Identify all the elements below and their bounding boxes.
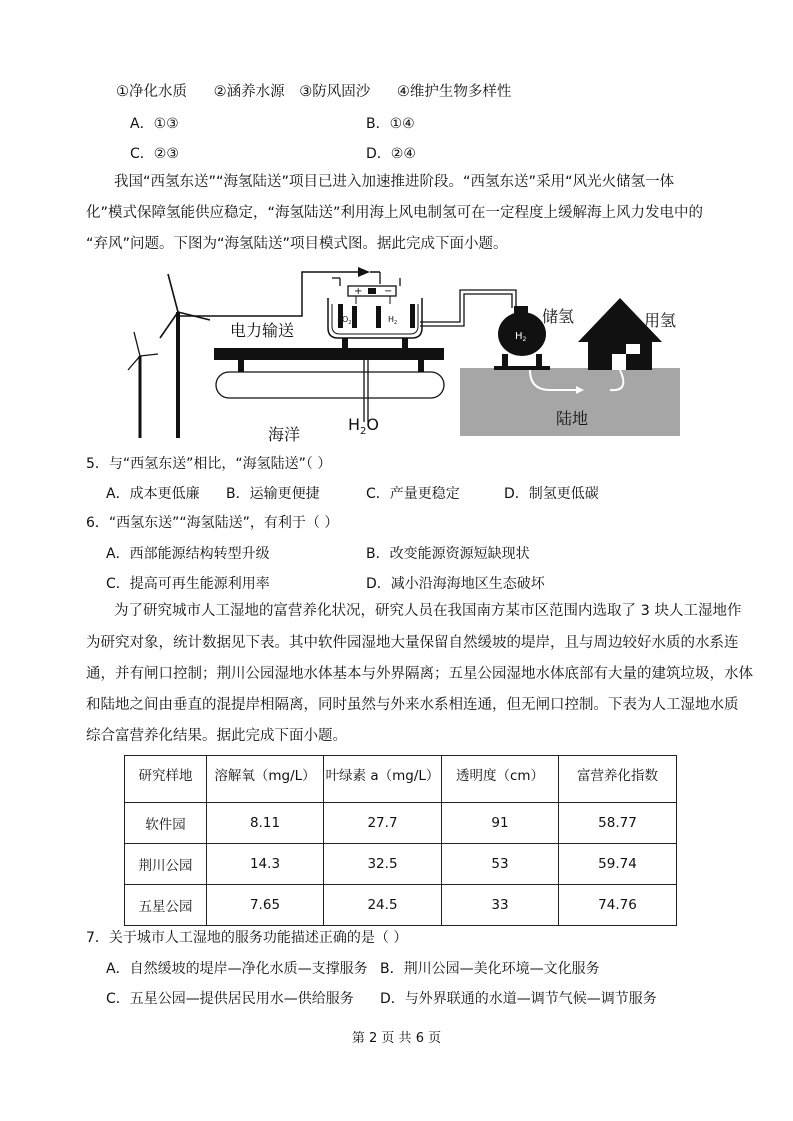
table-cell: 91: [442, 803, 559, 844]
table-header: 研究样地: [125, 756, 207, 803]
q5-option-a: A．成本更低廉: [106, 486, 200, 502]
table-cell: 32.5: [324, 844, 442, 885]
q7-option-a: A．自然缓坡的堤岸—净化水质—支撑服务: [106, 961, 368, 977]
q5-stem: 5．与“西氢东送”相比，“海氢陆送”（ ）: [86, 456, 332, 472]
q6-option-a: A．西部能源结构转型升级: [106, 546, 270, 562]
table-cell: 33: [442, 885, 559, 926]
land-label: 陆地: [556, 409, 589, 428]
power-arrow-icon: [358, 267, 370, 277]
passage1-line1: 我国“西氢东送”“海氢陆送”项目已进入加速推进阶段。“西氢东送”采用“风光火储氢一体: [114, 174, 675, 190]
table-cell: 软件园: [125, 803, 207, 844]
q6-stem: 6．“西氢东送”“海氢陆送”，有利于（ ）: [86, 515, 339, 531]
tank-label: $H_2$: [515, 331, 527, 343]
item-4: ④维护生物多样性: [396, 84, 512, 100]
prev-option-a: A．①③: [130, 116, 179, 132]
prev-option-d: D．②④: [366, 146, 416, 162]
table-row: [125, 885, 677, 926]
table-row: [125, 803, 677, 844]
item-2: ②涵养水源: [213, 84, 285, 100]
q6-option-b: B．改变能源资源短缺现状: [366, 546, 530, 562]
q6-option-c: C．提高可再生能源利用率: [106, 576, 270, 592]
passage2-line5: 综合富营养化结果。据此完成下面小题。: [86, 728, 347, 744]
q6-option-d: D．减小沿海海地区生态破坏: [366, 576, 545, 592]
svg-text:H2: $H_2$: [388, 315, 398, 326]
storage-label: 储氢: [542, 307, 575, 326]
table-cell: 59.74: [559, 844, 677, 885]
passage1-line2: 化”模式保障氢能供应稳定，“海氢陆送”利用海上风电制氢可在一定程度上缓解海上风力发电中的: [86, 205, 704, 221]
table-cell: 五星公园: [125, 885, 207, 926]
table-header: 溶解氧（mg/L）: [207, 756, 324, 803]
table-cell: 58.77: [559, 803, 677, 844]
wind-turbine-small-icon: [128, 332, 158, 438]
water-label: $H_2O$: [348, 415, 379, 437]
table-cell: 14.3: [207, 844, 324, 885]
passage1-line3: “弃风”问题。下图为“海氢陆送”项目模式图。据此完成下面小题。: [86, 236, 508, 252]
passage2-line4: 和陆地之间由垂直的混提岸相隔离，同时虽然与外来水系相连通，但无闸口控制。下表为人工湿地水质: [86, 697, 739, 713]
table-cell: 27.7: [324, 803, 442, 844]
table-header: 富营养化指数: [559, 756, 677, 803]
table-header: 叶绿素 a（mg/L）: [324, 756, 442, 803]
table-cell: 7.65: [207, 885, 324, 926]
svg-text:O2: $O_2$: [342, 315, 352, 326]
table-header: 透明度（cm）: [442, 756, 559, 803]
table-cell: 24.5: [324, 885, 442, 926]
q7-option-d: D．与外界联通的水道—调节气候—调节服务: [380, 991, 657, 1007]
q7-option-c: C．五星公园—提供居民用水—供给服务: [106, 991, 354, 1007]
svg-text:+: +: [354, 286, 363, 297]
platform-deck: [214, 348, 444, 360]
wind-turbine-large-icon: [160, 274, 210, 438]
q7-stem: 7．关于城市人工湿地的服务功能描述正确的是（ ）: [86, 930, 408, 946]
hydrogen-transport-diagram: [120, 262, 690, 448]
svg-text:−: −: [384, 286, 393, 297]
page-footer: 第 2 页 共 6 页: [351, 1031, 442, 1046]
item-3: ③防风固沙: [299, 84, 371, 100]
passage2-line2: 为研究对象，统计数据见下表。其中软件园湿地大量保留自然缓坡的堤岸，且与周边较好水质的水系连: [86, 635, 739, 651]
table-header-row: [125, 756, 677, 803]
table-cell: 8.11: [207, 803, 324, 844]
prev-question-items: [116, 82, 511, 102]
item-1: ①净化水质: [116, 84, 187, 100]
passage2-line3: 通，并有闸口控制；荆川公园湿地水体基本与外界隔离；五星公园湿地水体底部有大量的建筑垃圾，水体: [86, 666, 753, 682]
q5-option-c: C．产量更稳定: [366, 486, 460, 502]
passage2-line1: 为了研究城市人工湿地的富营养化状况，研究人员在我国南方某市区范围内选取了 3 块人工湿地作: [114, 603, 742, 619]
table-cell: 74.76: [559, 885, 677, 926]
table-cell: 53: [442, 844, 559, 885]
use-label: 用氢: [644, 311, 677, 330]
prev-option-c: C．②③: [130, 146, 179, 162]
table-cell: 荆川公园: [125, 844, 207, 885]
prev-option-b: B．①④: [366, 116, 415, 132]
ocean-label: 海洋: [268, 425, 301, 444]
q5-option-d: D．制氢更低碳: [504, 486, 599, 502]
table-row: [125, 844, 677, 885]
wetland-data-table: [124, 755, 677, 926]
power-label: 电力输送: [230, 321, 295, 340]
q7-option-b: B．荆川公园—美化环境—文化服务: [380, 961, 600, 977]
platform-float: [216, 372, 444, 398]
q5-option-b: B．运输更便捷: [226, 486, 320, 502]
